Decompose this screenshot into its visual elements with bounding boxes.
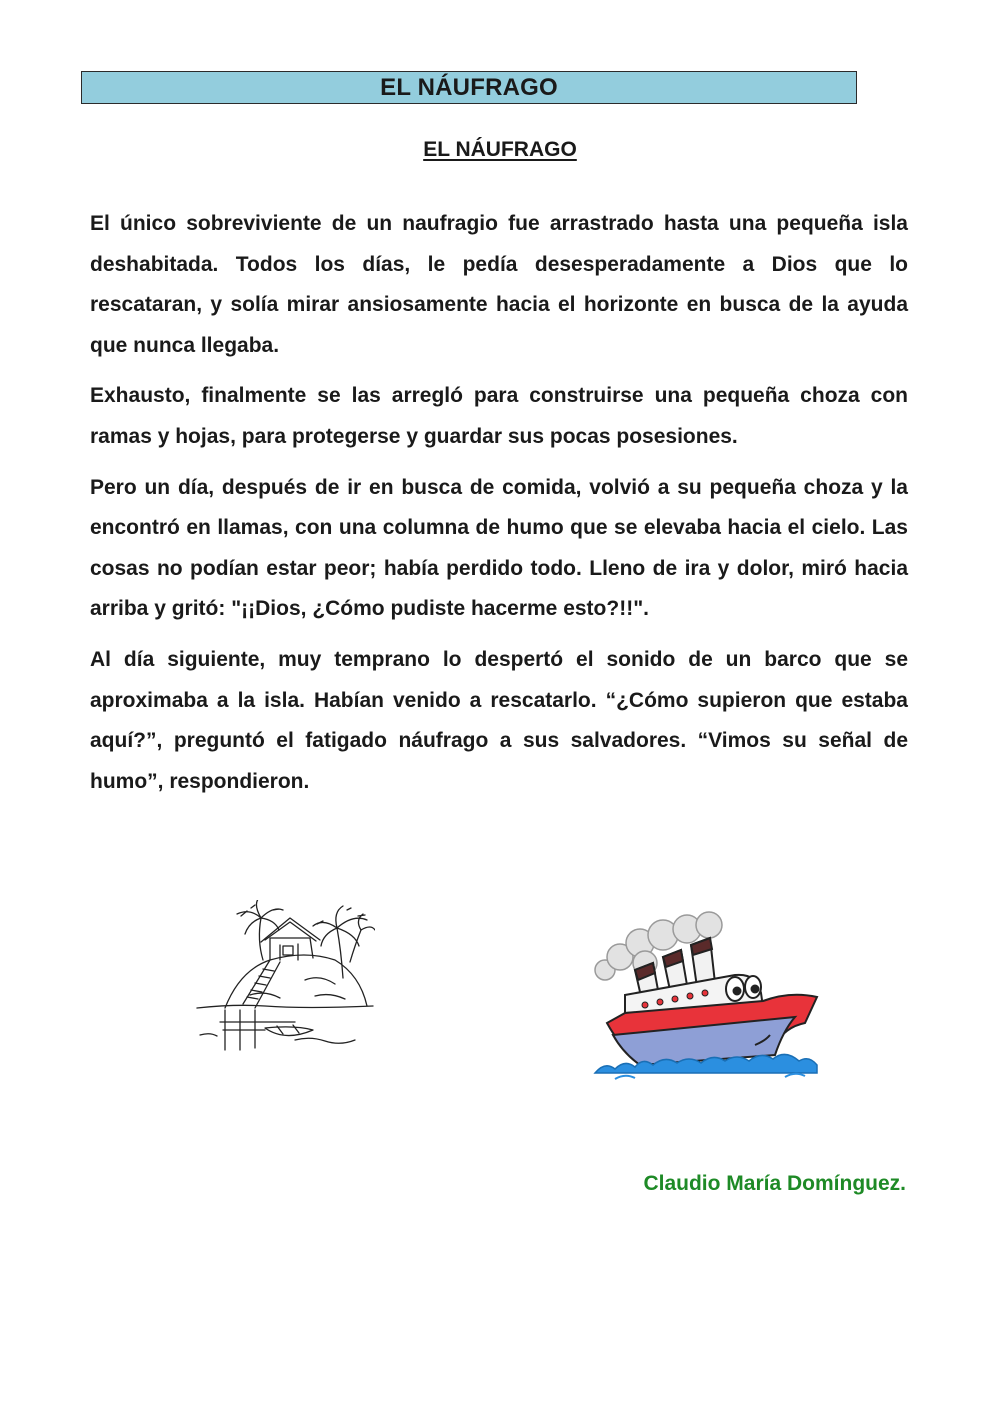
story-body xyxy=(90,204,908,812)
story-paragraph-1: El único sobreviviente de un naufragio fue arrastrado hasta una pequeña isla deshabitada. Todos los días, le pedía desesperadamente a Dios que lo rescataran, y solía mirar ansiosamente hacia el horizonte en busca de la ayuda que nunca llegaba. xyxy=(90,212,908,357)
title-banner xyxy=(81,71,857,104)
story-heading-row xyxy=(0,138,1000,162)
author-credit: Claudio María Domínguez. xyxy=(643,1172,906,1195)
steamship-icon xyxy=(585,895,825,1085)
story-title: EL NÁUFRAGO xyxy=(423,138,577,161)
story-paragraph-2: Exhausto, finalmente se las arregló para construirse una pequeña choza con ramas y hojas, para protegerse y guardar sus pocas posesiones. xyxy=(90,384,908,448)
page-title: EL NÁUFRAGO xyxy=(380,73,558,101)
island-hut-icon xyxy=(195,900,375,1055)
story-paragraph-4: Al día siguiente, muy temprano lo despertó el sonido de un barco que se aproximaba a la isla. Habían venido a rescatarlo. “¿Cómo supieron que estaba aquí?”, preguntó el fatigado náufrago a sus salvadores. “Vimos su señal de humo”, respondieron. xyxy=(90,647,908,793)
story-paragraph-3: Pero un día, después de ir en busca de comida, volvió a su pequeña choza y la encontró en llamas, con una columna de humo que se elevaba hacia el cielo. Las cosas no podían estar peor; había perdido todo. Lleno de ira y dolor, miró hacia arriba y gritó: "¡¡Dios, ¿Cómo pudiste hacerme esto?!!". xyxy=(90,475,908,621)
